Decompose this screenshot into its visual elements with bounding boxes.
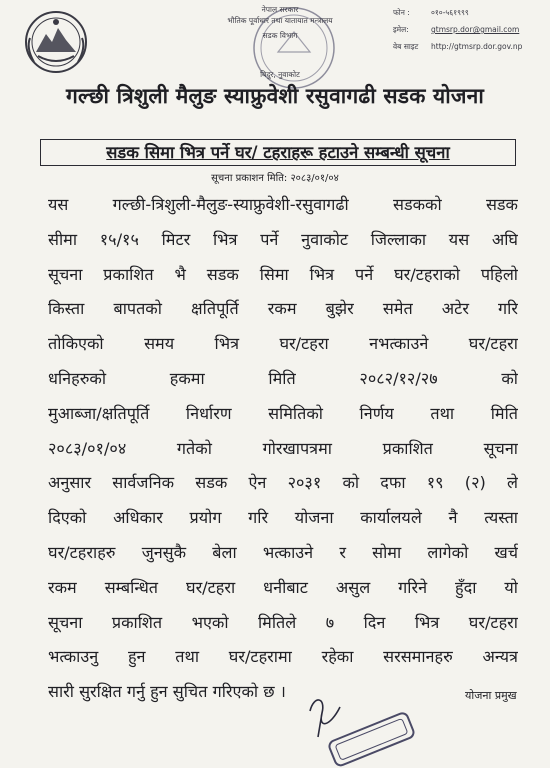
body-line: धनिहरुको हकमा मिति २०८२/१२/२७ को	[48, 368, 518, 388]
body-line: यस गल्छी-त्रिशुली-मैलुङ-स्याफ्रुवेशी-रसुवागढी सडकको सडक	[48, 195, 518, 214]
body-line: सारी सुरक्षित गर्नु हुन सुचित गरिएको छ ।	[48, 682, 286, 702]
body-line: सीमा १५/१५ मिटर भित्र पर्ने नुवाकोट जिल्लाका यस अघि	[48, 229, 518, 249]
contact-info	[393, 4, 545, 55]
phone-label: फोन :	[393, 8, 410, 17]
phone-row	[393, 4, 545, 21]
project-title: गल्छी त्रिशुली मैलुङ स्याफ्रुवेशी रसुवागढी सडक योजना	[66, 84, 484, 108]
signature-icon	[300, 693, 420, 768]
body-line: सूचना प्रकाशित भएको मितिले ७ दिन भित्र घर/टहरा	[48, 612, 518, 632]
website-label: वेब साइट	[393, 42, 419, 51]
email-row	[393, 21, 545, 38]
body-line: अनुसार सार्वजनिक सडक ऐन २०३१ को दफा १९ (२) ले	[48, 473, 518, 493]
notice-subject: सडक सिमा भित्र पर्ने घर/ टहराहरू हटाउने सम्बन्धी सूचना	[40, 139, 516, 166]
signatory-title: योजना प्रमुख	[465, 689, 517, 702]
body-line: भत्काउनु हुन तथा घर/टहरामा रहेका सरसमानहरु अन्यत्र	[48, 647, 518, 667]
phone-value: ०१०-५६१९९९	[431, 8, 469, 17]
department-name: सडक विभाग	[262, 31, 298, 40]
govt-header	[190, 4, 370, 80]
body-line: २०८३/०१/०४ गतेको गोरखापत्रमा प्रकाशित सूचना	[48, 438, 518, 458]
body-line: घर/टहराहरु जुनसुकै बेला भत्काउने र सोमा लागेको खर्च	[48, 542, 518, 562]
publication-date: सूचना प्रकाशन मिति: २०८३/०१/०४	[211, 173, 339, 184]
email-value: gtmsrp.dor@gmail.com	[431, 25, 520, 34]
ministry-name: भौतिक पूर्वाधार तथा यातायात मन्त्रालय	[227, 16, 333, 25]
body-line: तोकिएको समय भित्र घर/टहरा नभत्काउने घर/टहरा	[48, 334, 518, 354]
body-line: किस्ता बापतको क्षतिपूर्ति रकम बुझेर समेत अटेर गरि	[48, 299, 518, 319]
body-line: दिएको अधिकार प्रयोग गरि योजना कार्यालयले नै त्यस्ता	[48, 508, 518, 528]
body-line: सूचना प्रकाशित भै सडक सिमा भित्र पर्ने घर/टहराको पहिलो	[48, 264, 518, 284]
website-row	[393, 38, 545, 55]
website-value: http://gtmsrp.dor.gov.np	[431, 42, 523, 51]
body-line: मुआब्जा/क्षतिपूर्ति निर्धारण समितिको निर्णय तथा मिति	[48, 403, 518, 423]
office-location: बिदुर, नुवाकोट	[260, 70, 300, 79]
email-label: इमेल:	[393, 25, 409, 34]
body-line: रकम सम्बन्धित घर/टहरा धनीबाट असुल गरिने हुँदा यो	[48, 577, 518, 597]
govt-name: नेपाल सरकार	[261, 5, 299, 14]
nepal-emblem-icon	[22, 8, 90, 78]
notice-body	[48, 188, 518, 710]
